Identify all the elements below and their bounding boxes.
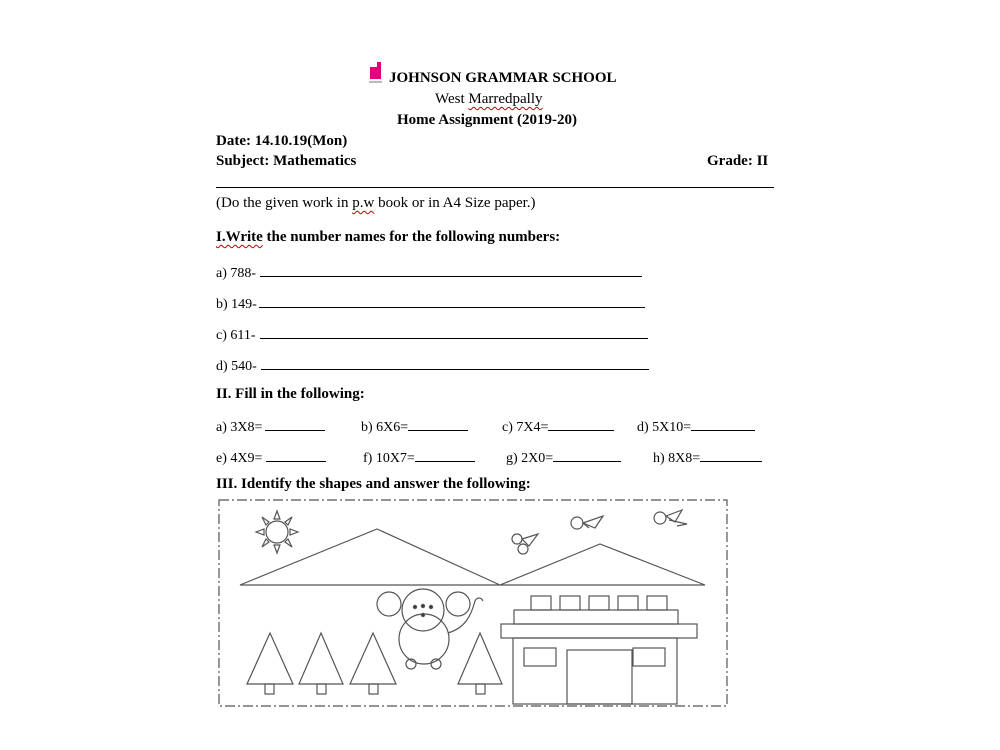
answer-blank[interactable] bbox=[265, 416, 325, 431]
instruction-text bbox=[216, 195, 536, 212]
list-item bbox=[216, 262, 642, 282]
instruction-pw: p.w bbox=[352, 195, 375, 211]
assignment-title: Home Assignment (2019-20) bbox=[397, 112, 577, 128]
tree-icon bbox=[350, 633, 396, 694]
list-item bbox=[216, 293, 645, 313]
number-label: a) 788- bbox=[216, 266, 257, 281]
equation-label: e) 4X9= bbox=[216, 451, 263, 466]
section1-title bbox=[216, 229, 560, 246]
butterfly-icon bbox=[512, 534, 538, 554]
section3-title: III. Identify the shapes and answer the following: bbox=[216, 476, 531, 492]
list-item bbox=[216, 447, 326, 467]
list-item bbox=[216, 355, 649, 375]
number-label: c) 611- bbox=[216, 328, 256, 343]
date-label: Date: 14.10.19(Mon) bbox=[216, 133, 348, 149]
answer-blank[interactable] bbox=[553, 447, 621, 462]
answer-blank[interactable] bbox=[548, 416, 614, 431]
section1-title-roman: I.Write bbox=[216, 229, 263, 245]
butterfly-icon bbox=[571, 516, 603, 529]
location-name: Marredpally bbox=[468, 91, 543, 107]
grade-label: Grade: II bbox=[707, 153, 769, 169]
answer-blank[interactable] bbox=[259, 293, 645, 308]
number-label: d) 540- bbox=[216, 359, 257, 374]
equation-label: c) 7X4= bbox=[502, 420, 549, 435]
list-item bbox=[216, 324, 648, 344]
tree-icon bbox=[458, 633, 502, 694]
answer-blank[interactable] bbox=[700, 447, 762, 462]
school-location bbox=[435, 91, 543, 108]
number-label: b) 149- bbox=[216, 297, 257, 312]
answer-blank[interactable] bbox=[415, 447, 475, 462]
sun-icon bbox=[256, 511, 298, 553]
answer-blank[interactable] bbox=[260, 324, 648, 339]
section1-title-rest: the number names for the following numbers: bbox=[262, 229, 561, 245]
school-name: JOHNSON GRAMMAR SCHOOL bbox=[389, 70, 617, 86]
answer-blank[interactable] bbox=[260, 262, 642, 277]
instruction-before: (Do the given work in bbox=[216, 195, 353, 211]
subject-label: Subject: Mathematics bbox=[216, 153, 357, 169]
list-item bbox=[363, 447, 475, 467]
location-prefix: West bbox=[435, 91, 469, 107]
triangle-shape bbox=[240, 529, 500, 585]
list-item bbox=[653, 447, 762, 467]
tree-icon bbox=[247, 633, 293, 694]
triangle-shape bbox=[500, 544, 705, 585]
header-divider bbox=[216, 187, 774, 188]
list-item bbox=[361, 416, 468, 436]
equation-label: d) 5X10= bbox=[637, 420, 692, 435]
house-icon bbox=[501, 596, 697, 704]
list-item bbox=[216, 416, 325, 436]
shapes-picture bbox=[217, 498, 729, 710]
equation-label: b) 6X6= bbox=[361, 420, 409, 435]
tree-icon bbox=[299, 633, 343, 694]
list-item bbox=[637, 416, 755, 436]
answer-blank[interactable] bbox=[266, 447, 326, 462]
equation-label: g) 2X0= bbox=[506, 451, 554, 466]
list-item bbox=[506, 447, 621, 467]
equation-label: f) 10X7= bbox=[363, 451, 415, 466]
answer-blank[interactable] bbox=[408, 416, 468, 431]
equation-label: h) 8X8= bbox=[653, 451, 701, 466]
answer-blank[interactable] bbox=[261, 355, 649, 370]
equation-label: a) 3X8= bbox=[216, 420, 263, 435]
school-logo-icon bbox=[369, 62, 383, 82]
mouse-icon bbox=[377, 589, 483, 669]
instruction-after: book or in A4 Size paper.) bbox=[374, 195, 536, 211]
butterfly-icon bbox=[654, 510, 687, 526]
section2-title: II. Fill in the following: bbox=[216, 386, 365, 402]
list-item bbox=[502, 416, 614, 436]
answer-blank[interactable] bbox=[691, 416, 755, 431]
